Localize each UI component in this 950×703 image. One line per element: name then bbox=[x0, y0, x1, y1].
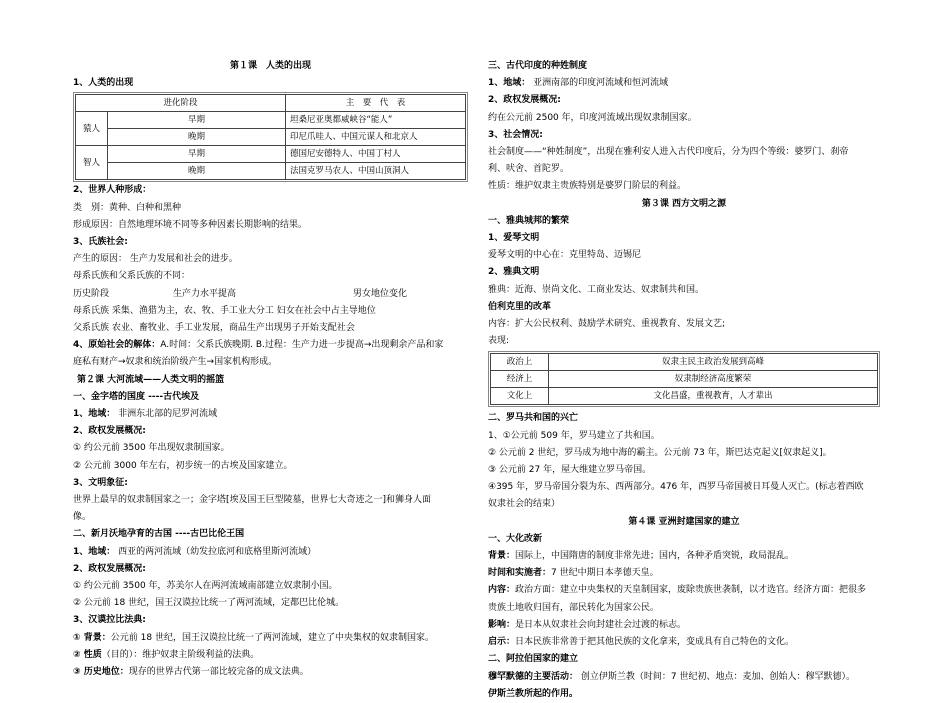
taika-time-label: 时间和实施者： bbox=[488, 568, 552, 579]
section4-line2: 庭私有财产→奴隶和统治阶级产生→国家机构形成。 bbox=[73, 357, 278, 368]
egypt-symbol-1: 世界上最早的奴隶制国家之一；金字塔[埃及国王巨型陵墓，世界七大奇迹之一]和狮身人面 bbox=[73, 495, 432, 506]
egypt-politics-title: 2、政权发展概况: bbox=[73, 426, 146, 437]
taika-content-2: 贵族土地收归国有，部民转化为国家公民。 bbox=[488, 602, 660, 613]
babylon-politics-title: 2、政权发展概况: bbox=[73, 563, 146, 574]
taika-influence bbox=[488, 617, 880, 634]
aegean-text: 爱琴文明的中心在：克里特岛、迈锡尼 bbox=[488, 250, 642, 261]
table-header-row bbox=[76, 95, 466, 112]
clan-difference-intro: 母系氏族和父系氏族的不同： bbox=[73, 271, 191, 282]
race-cause: 形成原因：自然地理环境不同等多种因素长期影响的结果。 bbox=[73, 219, 308, 230]
evolution-table bbox=[75, 94, 466, 180]
race-categories: 类 别：黄种、白种和黑种 bbox=[73, 202, 182, 213]
stage-cell: 早期 bbox=[108, 112, 286, 129]
lesson1-title: 第１课 人类的出现 bbox=[229, 61, 311, 71]
clan-header-status: 男女地位变化 bbox=[353, 288, 408, 299]
table-row bbox=[76, 163, 466, 180]
muhammad-activity bbox=[488, 669, 880, 686]
field-cell: 经济上 bbox=[491, 371, 549, 388]
india-society-1: 社会制度——“种姓制度”，出现在雅利安人进入古代印度后，分为四个等级：婆罗门、刹帝 bbox=[488, 147, 849, 158]
table-row bbox=[76, 129, 466, 146]
section4-label: 4、原始社会的解体： bbox=[73, 340, 161, 351]
babylon-region-label: 1、地域： bbox=[73, 546, 116, 557]
india-society-3: 性质：维护奴隶主贵族特别是婆罗门阶层的利益。 bbox=[488, 181, 687, 192]
egypt-politics-1: ① 约公元前 3500 年出现奴隶制国家。 bbox=[73, 443, 230, 454]
arab-title: 二、阿拉伯国家的建立 bbox=[488, 654, 579, 665]
code-status bbox=[73, 664, 468, 681]
muhammad-activity-text: 创立伊斯兰教（时间：7 世纪初、地点：麦加、创始人：穆罕默德）。 bbox=[578, 671, 855, 682]
taika-lesson-label: 启示： bbox=[488, 637, 516, 648]
matriarchal-row: 母系氏族 采集、渔猎为主，农、牧、手工业大分工 妇女在社会中占主导地位 bbox=[73, 305, 376, 316]
taika-background bbox=[488, 548, 880, 565]
babylon-region-text: 西亚的两河流域（幼发拉底河和底格里斯河流域） bbox=[115, 546, 317, 557]
pericles-title: 伯利克里的改革 bbox=[488, 301, 552, 312]
india-politics-1: 约在公元前 2500 年，印度河流域出现奴隶制国家。 bbox=[488, 112, 697, 123]
taika-time bbox=[488, 565, 880, 582]
taika-background-label: 背景： bbox=[488, 551, 516, 562]
india-society-title: 3、社会情况: bbox=[488, 129, 543, 140]
babylon-title: 二、新月沃地孕育的古国 ----古巴比伦王国 bbox=[73, 529, 245, 540]
representative-cell: 德国尼安德特人、中国丁村人 bbox=[286, 146, 466, 163]
india-politics-title: 2、政权发展概况: bbox=[488, 95, 561, 106]
taika-influence-text: 是日本从奴隶社会向封建社会过渡的标志。 bbox=[515, 619, 687, 630]
india-region-text: 亚洲南部的印度河流域和恒河流域 bbox=[530, 78, 669, 89]
representative-cell: 坦桑尼亚奥都威峡谷“能人” bbox=[286, 112, 466, 129]
rome-5: 奴隶社会的结束） bbox=[488, 499, 561, 510]
egypt-symbol-2: 像。 bbox=[73, 512, 92, 523]
rome-1: 1、①公元前 509 年，罗马建立了共和国。 bbox=[488, 430, 660, 441]
egypt-title: 一、金字塔的国度 ----古代埃及 bbox=[73, 391, 200, 402]
evolution-table-frame bbox=[73, 92, 468, 182]
athens-title: 一、雅典城邦的繁荣 bbox=[488, 215, 570, 226]
representative-cell: 法国克罗马农人、中国山顶洞人 bbox=[286, 163, 466, 180]
code-status-text: 现存的世界古代第一部比较完备的成文法典。 bbox=[128, 667, 309, 678]
taika-lesson bbox=[488, 634, 880, 651]
egypt-politics-2: ② 公元前 3000 年左右，初步统一的古埃及国家建立。 bbox=[73, 460, 293, 471]
section2-title: 2、世界人种形成： bbox=[73, 185, 152, 196]
right-column bbox=[488, 58, 880, 703]
clan-header-productivity: 生产力水平提高 bbox=[173, 288, 237, 299]
babylon-politics-1: ① 约公元前 3500 年，苏美尔人在两河流域南部建立奴隶制小国。 bbox=[73, 581, 338, 592]
egypt-region bbox=[73, 406, 468, 423]
lesson2-title: 第２课 大河流域——人类文明的摇篮 bbox=[77, 374, 225, 385]
clan-header-stage: 历史阶段 bbox=[73, 288, 110, 299]
rome-title: 二、罗马共和国的兴亡 bbox=[488, 413, 579, 424]
section3-title: 3、氏族社会: bbox=[73, 237, 128, 248]
lesson3-title: 第３课 西方文明之源 bbox=[641, 198, 727, 209]
taika-title: 一、大化改新 bbox=[488, 533, 543, 544]
taika-lesson-text: 日本民族非常善于把其他民族的文化拿来，变成具有自己特色的文化。 bbox=[515, 637, 795, 648]
table-row bbox=[491, 388, 878, 405]
table-row bbox=[76, 146, 466, 163]
left-column bbox=[73, 58, 468, 681]
lesson4-title: 第４课 亚洲封建国家的建立 bbox=[628, 516, 740, 527]
india-title: 三、古代印度的种姓制度 bbox=[488, 61, 588, 71]
india-society-2: 利、吠舍、首陀罗。 bbox=[488, 164, 570, 175]
field-cell: 文化上 bbox=[491, 388, 549, 405]
code-nature-text: （目的）：维护奴隶主阶级利益的法典。 bbox=[101, 649, 260, 660]
taika-time-text: 7 世纪中期日本孝德天皇。 bbox=[551, 568, 659, 579]
pericles-performance: 表现: bbox=[488, 336, 510, 347]
india-region bbox=[488, 75, 880, 92]
table-row bbox=[491, 354, 878, 371]
code-background-text: 公元前 18 世纪，国王汉谟拉比统一了两河流域，建立了中央集权的奴隶制国家。 bbox=[110, 632, 434, 643]
athens-civ-text: 雅典：近海、崇尚文化、工商业发达、奴隶制共和国。 bbox=[488, 284, 705, 295]
group-name: 猿人 bbox=[76, 112, 108, 146]
rome-2: ② 公元前 2 世纪，罗马成为地中海的霸主。公元前 73 年，斯巴达克起义[奴隶起义]。 bbox=[488, 447, 832, 458]
islam-role: 伊斯兰教所起的作用。 bbox=[488, 688, 579, 699]
stage-cell: 晚期 bbox=[108, 129, 286, 146]
aegean-title: 1、爱琴文明 bbox=[488, 233, 540, 244]
desc-cell: 奴隶主民主政治发展到高峰 bbox=[549, 354, 878, 371]
rome-4: ④395 年，罗马帝国分裂为东、西两部分。476 年，西罗马帝国被日耳曼人灭亡。(标志着西欧 bbox=[488, 482, 864, 493]
table-row bbox=[491, 371, 878, 388]
section4-line1 bbox=[73, 337, 468, 354]
egypt-symbol-title: 3、文明象征: bbox=[73, 477, 128, 488]
pericles-table bbox=[490, 353, 878, 405]
desc-cell: 奴隶制经济高度繁荣 bbox=[549, 371, 878, 388]
taika-content bbox=[488, 582, 880, 599]
desc-cell: 文化昌盛，重视教育，人才辈出 bbox=[549, 388, 878, 405]
group-name: 智人 bbox=[76, 146, 108, 180]
patriarchal-row: 父系氏族 农业、畜牧业、手工业发展，商品生产出现男子开始支配社会 bbox=[73, 323, 355, 334]
clan-header-row bbox=[73, 286, 468, 303]
table-row bbox=[76, 112, 466, 129]
babylon-politics-2: ② 公元前 18 世纪，国王汉谟拉比统一了两河流域，定都巴比伦城。 bbox=[73, 598, 345, 609]
babylon-region bbox=[73, 544, 468, 561]
pericles-table-frame bbox=[488, 351, 880, 407]
section4-text: A.时间：父系氏族晚期. B.过程：生产力进一步提高→出现剩余产品和家 bbox=[160, 340, 444, 351]
code-status-label: ③ 历史地位： bbox=[73, 667, 129, 678]
taika-background-text: 国际上，中国隋唐的制度非常先进；国内，各种矛盾突锐，政局混乱。 bbox=[515, 551, 795, 562]
stage-cell: 晚期 bbox=[108, 163, 286, 180]
code-background-label: ① 背景： bbox=[73, 632, 111, 643]
section1-title: 1、人类的出现 bbox=[73, 78, 134, 89]
egypt-region-text: 非洲东北部的尼罗河流域 bbox=[115, 409, 218, 420]
field-cell: 政治上 bbox=[491, 354, 549, 371]
taika-influence-label: 影响： bbox=[488, 619, 516, 630]
representative-cell: 印尼爪哇人、中国元谋人和北京人 bbox=[286, 129, 466, 146]
header-stage: 进化阶段 bbox=[76, 95, 286, 112]
clan-cause: 产生的原因： 生产力发展和社会的进步。 bbox=[73, 254, 238, 265]
code-background bbox=[73, 630, 468, 647]
taika-content-text: 政治方面：建立中央集权的天皇制国家，废除贵族世袭制，以才选官。经济方面：把很多 bbox=[515, 585, 867, 596]
rome-3: ③ 公元前 27 年，屋大维建立罗马帝国。 bbox=[488, 465, 652, 476]
pericles-content: 内容：扩大公民权利、鼓励学术研究、重视教育、发展文艺; bbox=[488, 319, 726, 330]
taika-content-label: 内容： bbox=[488, 585, 516, 596]
code-nature bbox=[73, 647, 468, 664]
india-region-label: 1、地域： bbox=[488, 78, 531, 89]
egypt-region-label: 1、地域： bbox=[73, 409, 116, 420]
athens-civ-title: 2、雅典文明 bbox=[488, 267, 540, 278]
code-nature-label: ② 性质 bbox=[73, 649, 102, 660]
code-title: 3、汉谟拉比法典: bbox=[73, 615, 146, 626]
header-representative: 主 要 代 表 bbox=[286, 95, 466, 112]
stage-cell: 早期 bbox=[108, 146, 286, 163]
muhammad-activity-label: 穆罕默德的主要活动： bbox=[488, 671, 579, 682]
